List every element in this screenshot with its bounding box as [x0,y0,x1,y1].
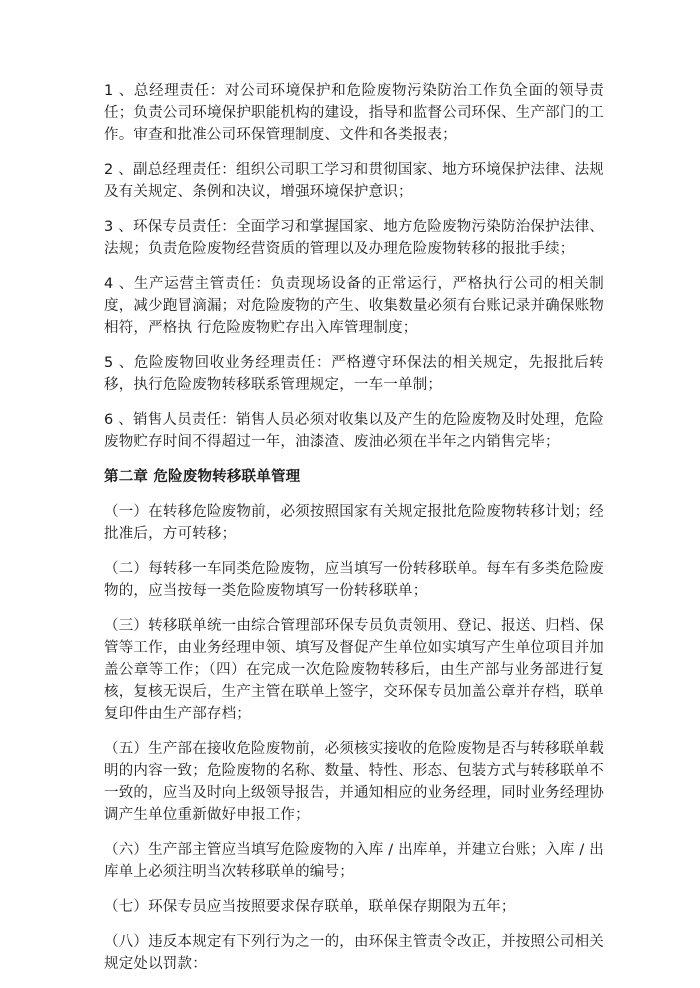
paragraph-item-8: （八）违反本规定有下列行为之一的，由环保主管责令改正，并按照公司相关规定处以罚款： [104,934,604,972]
paragraph-item-1: （一）在转移危险废物前，必须按照国家有关规定报批危险废物转移计划；经批准后，方可转移； [104,504,604,542]
paragraph-item-7: （七）环保专员应当按照要求保存联单，联单保存期限为五年； [104,899,516,915]
document-body [104,80,604,988]
paragraph-item-6: （六）生产部主管应当填写危险废物的入库 / 出库单，并建立台账；入库 / 出库单上必须注明当次转移联单的编号； [104,842,604,880]
paragraph-production-supervisor-responsibility: 4 、生产运营主管责任：负责现场设备的正常运行，严格执行公司的相关制度，减少跑冒滴漏；对危险废物的产生、收集数量必须有台账记录并确保账物相符，严格执 行危险废物贮存出入库管理制度； [104,276,604,336]
paragraph-item-5: （五）生产部在接收危险废物前，必须核实接收的危险废物是否与转移联单载明的内容一致；危险废物的名称、数量、特性、形态、包装方式与转移联单不一致的，应当及时向上级领导报告，并通知相应的业务经理，同时业务经理协调产生单位重新做好申报工作； [104,741,604,823]
paragraph-item-3-4: （三）转移联单统一由综合管理部环保专员负责领用、登记、报送、归档、保管等工作，由业务经理申领、填写及督促产生单位如实填写产生单位项目并加盖公章等工作；（四）在完成一次危险废物转移后，由生产部与业务部进行复核，复核无误后，生产主管在联单上签字，交环保专员加盖公章并存档，联单复印件由生产部存档； [104,618,604,722]
paragraph-recycling-manager-responsibility: 5 、危险废物回收业务经理责任：严格遵守环保法的相关规定，先报批后转移，执行危险废物转移联系管理规定，一车一单制； [104,355,604,393]
chapter-heading: 第二章 危险废物转移联单管理 [104,469,301,485]
paragraph-sales-responsibility: 6 、销售人员责任：销售人员必须对收集以及产生的危险废物及时处理，危险废物贮存时间不得超过一年，油漆渣、废油必须在半年之内销售完毕； [104,412,604,450]
paragraph-gm-responsibility: 1 、总经理责任：对公司环境保护和危险废物污染防治工作负全面的领导责任；负责公司环境保护职能机构的建设，指导和监督公司环保、生产部门的工作。审查和批准公司环保管理制度、文件和各类报表； [104,83,604,143]
paragraph-deputy-gm-responsibility: 2 、副总经理责任：组织公司职工学习和贯彻国家、地方环境保护法律、法规及有关规定、条例和决议，增强环境保护意识； [104,162,604,200]
paragraph-env-officer-responsibility: 3 、环保专员责任：全面学习和掌握国家、地方危险废物污染防治保护法律、法规；负责危险废物经营资质的管理以及办理危险废物转移的报批手续； [104,219,604,257]
paragraph-item-2: （二）每转移一车同类危险废物，应当填写一份转移联单。每车有多类危险废物的，应当按每一类危险废物填写一份转移联单； [104,561,604,599]
